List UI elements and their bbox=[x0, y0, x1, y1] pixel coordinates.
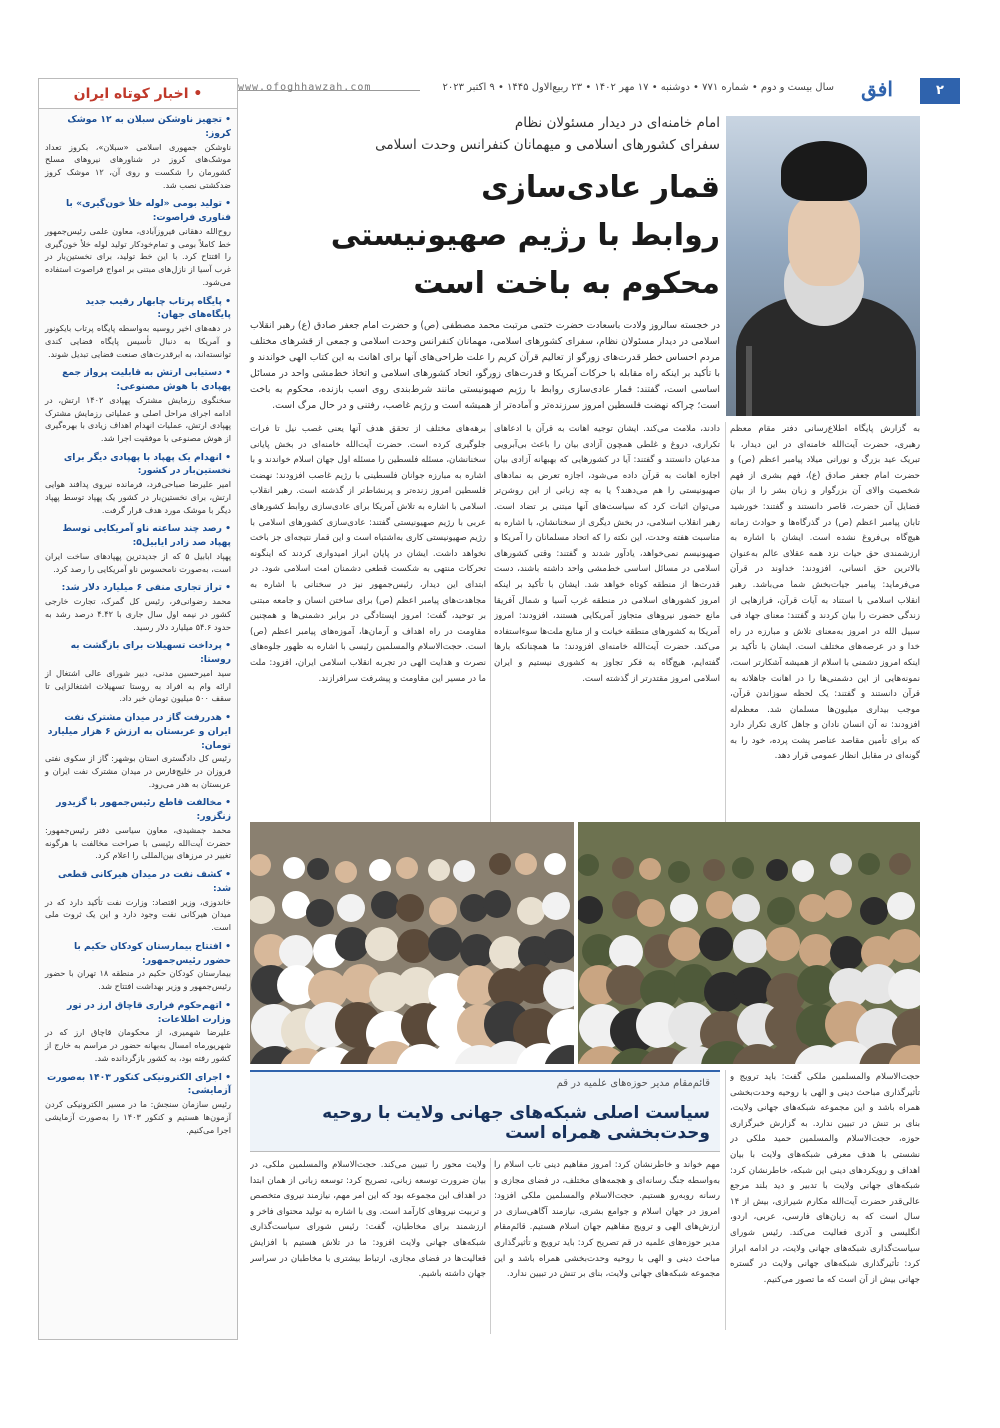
crowd-figure bbox=[824, 890, 852, 918]
news-item-text: رئیس سازمان سنجش: ما در مسیر الکترونیکی کردن آزمون‌ها هستیم و کنکور ۱۴۰۳ را به‌صورت آزمایشی اجرا می‌کنیم. bbox=[45, 1099, 231, 1135]
photo-turban bbox=[781, 141, 867, 201]
crowd-figure bbox=[637, 899, 665, 927]
news-item-text: رئیس کل دادگستری استان بوشهر: گاز از سکوی نفتی فروزان در خلیج‌فارس در میدان مشترک نفت ایران و عربستان به هدر می‌رود. bbox=[45, 753, 231, 789]
news-item-text: در دهه‌های اخیر روسیه به‌واسطه پایگاه پرتاب بایکونور و آمریکا به دنبال تأسیس پایگاه فضایی کندی توانسته‌اند، به ابرقدرت‌های صنعت فضایی تبدیل شوند. bbox=[45, 323, 231, 359]
photo-face bbox=[788, 194, 860, 286]
crowd-figure bbox=[396, 857, 418, 879]
crowd-figure bbox=[578, 896, 603, 924]
news-item bbox=[45, 113, 231, 191]
crowd-figure bbox=[888, 929, 920, 963]
crowd-figure bbox=[396, 894, 424, 922]
crowd-figure bbox=[543, 929, 574, 963]
news-item-text: روح‌الله دهقانی فیروزآبادی، معاون علمی رئیس‌جمهور خط کاملاً بومی و تمام‌خودکار تولید لوله خلأ خون‌گیری را افتتاح کرد. با این خط تولید، برای نخستین‌بار در غرب آسیا از نازل‌های مبتنی بر امواج فراصوت استفاده می‌شود. bbox=[45, 226, 231, 287]
crowd-figure bbox=[578, 854, 599, 876]
publication-logo: افق bbox=[861, 77, 893, 101]
news-item bbox=[45, 940, 231, 993]
news-item-headline: • اتهم‌حکوم فراری قاچاق ارز در تور وزارت اطلاعات: bbox=[67, 999, 231, 1025]
crowd-figure bbox=[766, 927, 800, 961]
news-item-text: سید امیرحسین مدنی، دبیر شورای عالی اشتغال از ارائه وام به افراد به روستا تسهیلات اشتغالزایی تا سقف ۵۰۰ میلیون تومان خبر داد. bbox=[45, 667, 231, 704]
news-item-headline: • تراز تجاری منفی ۶ میلیارد دلار شد: bbox=[61, 582, 231, 594]
kicker-line-1: امام خامنه‌ای در دیدار مسئولان نظام bbox=[514, 115, 720, 131]
crowd-figure bbox=[250, 854, 271, 876]
headline-line-3: محکوم به باخت است bbox=[413, 266, 720, 301]
crowd-figure bbox=[799, 934, 833, 968]
headline-line-2: روابط با رژیم صهیونیستی bbox=[330, 218, 720, 253]
audience-photo-right bbox=[578, 822, 920, 1064]
news-item-headline: • پرداخت تسهیلات برای بازگشت به روستا: bbox=[70, 640, 231, 666]
photo-microphone bbox=[746, 346, 752, 416]
article-column-2: دادند، ملامت می‌کند. ایشان توجیه اهانت به قرآن با ادعاهای تکراری، دروغ و غلطی همچون آزادی بیان را باعث بی‌آبرویی مدعیان دانستند و گفتند: آیا در کشورهایی که بهبهانه آزادی بیان اجازه اهانت به قرآن داده می‌شود، اجازه تعرض به نمادهای صهیونیستی را هم می‌دهند؟ یا به چه زبانی از این روشن‌تر می‌توان اثبات کرد که سیاست‌های آنها مبتنی بر تضاد است. رهبر انقلاب اسلامی، در بخش دیگری از سخنانشان، با اشاره به مناسبت هفته وحدت، این نکته را که اتحاد مسلمانان را آمریکا و صهیونیسم نمی‌خواهد، یادآور شدند و گفتند: وقتی کشورهای اسلامی در مسائل اساسی خط‌مشی واحد داشته باشند، دست قدرت‌ها از منطقه کوتاه خواهد شد. ایشان با تأکید بر اینکه امروز کشورهای اسلامی در منطقه غرب آسیا و شمال آفریقا مانع حضور نیروهای متجاوز آمریکایی هستند، افزودند: امروز آمریکا به کشورهای منطقه خیانت و از منابع ملت‌ها سوءاستفاده می‌کند. حضرت آیت‌الله خامنه‌ای افزودند: ما همچنانکه بارها گفته‌ایم، هیچ‌گاه به فکر تجاوز به کشوری نیستیم و ایران اسلامی امروز مقتدرتر از گذشته است. bbox=[494, 424, 720, 684]
crowd-figure bbox=[306, 899, 334, 927]
crowd-figure bbox=[279, 935, 313, 969]
sub-article-column-3: ولایت محور را تبیین می‌کند. حجت‌الاسلام والمسلمین ملکی، در بیان ضرورت توسعه زبانی، تصریح کرد: توسعه زبانی از همان ابتدا در اهداف این مجموعه بود که این امر مهم، نیازمند نیروی متخصص و تربیت نیروهای کارآمد است. وی با اشاره به تولید محتوای فاخر و ارزشمند برای مخاطبان، گفت: رئیس شورای سیاست‌گذاری شبکه‌های جهانی ولایت افزود: ما در تلاش هستیم با افزایش فعالیت‌ها در فضای مجازی، ارتباط بیشتری با مخاطبان در سراسر جهان داشته باشیم. bbox=[250, 1160, 486, 1280]
news-item-headline: • دستیابی ارتش به قابلیت پرواز جمع پهپادی با هوش مصنوعی: bbox=[62, 367, 231, 393]
news-item-text: بیمارستان کودکان حکیم در منطقه ۱۸ تهران با حضور رئیس‌جمهور و وزیر بهداشت افتتاح شد. bbox=[45, 968, 231, 992]
crowd-figure bbox=[668, 861, 690, 883]
sub-article-headline: سیاست اصلی شبکه‌های جهانی ولایت با روحیه وحدت‌بخشی همراه است bbox=[322, 1103, 710, 1143]
news-item-headline: • کشف نفت در میدان هیرکانی قطعی شد: bbox=[57, 869, 231, 894]
sub-article-header bbox=[250, 1070, 720, 1152]
news-item-headline: • اجرای الکترونیکی کنکور ۱۴۰۳ به‌صورت آزمایشی: bbox=[47, 1071, 231, 1097]
column-divider bbox=[725, 422, 726, 822]
leader-photo bbox=[726, 116, 920, 416]
crowd-figure bbox=[668, 927, 702, 961]
crowd-figure bbox=[888, 969, 920, 1009]
crowd-figure bbox=[543, 969, 574, 1009]
website-address: www.ofoghhawzah.com bbox=[238, 82, 372, 93]
sidebar-list bbox=[39, 109, 237, 1146]
crowd-figure bbox=[335, 927, 369, 961]
crowd-figure bbox=[307, 858, 329, 880]
crowd-figure bbox=[609, 935, 643, 969]
news-item-headline: • تولید بومی «لوله خلأ خون‌گیری» با فناوری فراصوت: bbox=[65, 198, 231, 224]
news-item bbox=[45, 999, 231, 1065]
news-item bbox=[45, 796, 231, 862]
crowd-figure bbox=[889, 853, 911, 875]
news-item-headline: • پایگاه پرتاب چابهار رقیب جدید پایگاه‌های جهان: bbox=[85, 295, 231, 321]
news-sidebar bbox=[38, 78, 238, 1340]
crowd-figure bbox=[453, 860, 475, 882]
news-item-text: سخنگوی رزمایش مشترک پهپادی ۱۴۰۲ ارتش، در ادامه اجرای مراحل اصلی و عملیاتی رزمایش مشترک پهپادی ارتش، عملیات انهدام اهداف زیادی با بهره‌گیری از هوش مصنوعی با موفقیت اجرا شد. bbox=[45, 394, 231, 443]
sub-article-column-2: مهم خواند و خاطرنشان کرد: امروز مفاهیم دینی تاب اسلام را به‌واسطه جنگ رسانه‌ای و هجمه‌های مختلف، در فضای مجازی و رسانه روبه‌رو هستیم. حجت‌الاسلام والمسلمین ملکی افزود: امروز در جهان اسلام و جوامع بشری، نیازمند آگاهی‌سازی در ارزش‌های الهی و ترویج مفاهیم جهان اسلام هستیم. قائم‌مقام مدیر حوزه‌های علمیه در قم تصریح کرد: باید ترویج و تأثیرگذاری مباحث دینی و الهی با روحیه وحدت‌بخشی همراه باشد و این مجموعه شبکه‌های جهانی ولایت، بنای بر تنش در تبیین ندارد. bbox=[494, 1160, 720, 1280]
crowd-figure bbox=[612, 857, 634, 879]
news-item bbox=[45, 366, 231, 444]
news-item bbox=[45, 295, 231, 361]
news-item-text: خاندوزی، وزیر اقتصاد: وزارت نفت تأکید دارد که در میدان هیرکانی نفت وجود دارد و این یک ثروت ملی است. bbox=[45, 896, 231, 933]
crowd-figure bbox=[639, 858, 661, 880]
news-item bbox=[45, 197, 231, 288]
crowd-figure bbox=[830, 936, 864, 970]
crowd-figure bbox=[337, 894, 365, 922]
sub-article-column-1: حجت‌الاسلام والمسلمین ملکی گفت: باید ترویج و تأثیرگذاری مباحث دینی و الهی با روحیه وحدت‌بخشی همراه باشد و این مجموعه شبکه‌های جهانی ولایت، بنای بر تنش در تبیین ندارد. به گزارش خبرگزاری حوزه، حجت‌الاسلام والمسلمین حمید ملکی در نشستی با هدف معرفی شبکه‌های ولایت با بیان اهداف و رویکردهای دینی این شبکه، خاطرنشان کرد: شبکه‌های جهانی ولایت با تدبیر و دید بلند مرجع عالی‌قدر حضرت آیت‌الله مکارم شیرازی، بیش از ۱۴ سال است که به زبان‌های فارسی، عربی، اردو، انگلیسی و آذری فعالیت می‌کند. رئیس شورای سیاست‌گذاری شبکه‌های جهانی ولایت، در ادامه ابراز کرد: تأثیرگذاری شبکه‌های جهانی ولایت در گستره جهانی بیش از آن است که ما تصور می‌کنیم. bbox=[730, 1072, 920, 1285]
news-item bbox=[45, 581, 231, 633]
crowd-figure bbox=[397, 929, 431, 963]
crowd-figure bbox=[542, 892, 570, 920]
kicker-line-2: سفرای کشورهای اسلامی و میهمانان کنفرانس وحدت اسلامی bbox=[375, 137, 720, 153]
crowd-figure bbox=[429, 897, 457, 925]
news-item-text: امیر علیرضا صباحی‌فرد، فرمانده نیروی پدافند هوایی ارتش، برای نخستین‌بار در کشور یک پهپاد توسط پهپاد دیگر با موشک مورد هدف قرار گرفت. bbox=[45, 479, 231, 515]
crowd-figure bbox=[428, 927, 462, 961]
crowd-figure bbox=[544, 853, 566, 875]
crowd-figure bbox=[335, 861, 357, 883]
article-column-3: برهه‌های مختلف از تحقق هدف آنها یعنی غصب نیل تا فرات جلوگیری کرده است. حضرت آیت‌الله خامنه‌ای در بخش پایانی سخنانشان، مسئله فلسطین را مسئله اول جهان اسلام خواندند و با اشاره به مبارزه جوانان فلسطینی با رژیم غاصب افزودند: نهضت فلسطین امروز زنده‌تر و پرنشاط‌تر از گذشته است. رهبر انقلاب اسلامی با اشاره به تلاش آمریکا برای عادی‌سازی روابط کشورهای عربی با رژیم صهیونیستی گفتند: عادی‌سازی کشورهای اسلامی با رژیم صهیونیستی کاری به‌اشتباه است و این قمار نتیجه‌ای جز باخت نخواهد داشت. ایشان در پایان ابراز امیدواری کردند که اینگونه تحرکات منتهی به شکست قطعی دشمنان امت اسلامی شود. در ابتدای این دیدار، رئیس‌جمهور نیز در سخنانی با اشاره به مجاهدت‌های پیامبر اعظم (ص) برای ساختن انسان و جامعه مبتنی بر توحید، گفت: امروز ایستادگی در برابر دشمنی‌ها و همچنین مقاومت در راه اهداف و آرمان‌ها، آموزه‌های پیامبر اعظم (ص) است. حجت‌الاسلام والمسلمین رئیسی با اشاره به ظهور جلوه‌های نصرت و هدایت الهی در تجربه انقلاب اسلامی ایران، افزود: ملت ما در مسیر این مقاومت و پیشرفت سرافرازند. bbox=[250, 424, 486, 684]
crowd-figure bbox=[250, 896, 275, 924]
main-article-header bbox=[250, 112, 720, 312]
column-divider bbox=[725, 1070, 726, 1330]
column-divider bbox=[490, 1158, 491, 1334]
sub-article-kicker: قائم‌مقام مدیر حوزه‌های علمیه در قم bbox=[556, 1078, 710, 1089]
news-item-headline: • انهدام یک پهپاد با پهپادی دیگر برای نخستین‌بار در کشور: bbox=[63, 451, 231, 477]
crowd-figure bbox=[371, 891, 399, 919]
news-item-text: محمد جمشیدی، معاون سیاسی دفتر رئیس‌جمهور: حضرت آیت‌الله رئیسی با صراحت مخالفت با هرگونه تغییر در مرزهای بین‌المللی را اعلام کرد. bbox=[45, 825, 231, 861]
news-item-text: محمد رضوانی‌فر، رئیس کل گمرک، تجارت خارجی کشور در نیمه اول سال جاری با ۴.۴۲ درصد رشد به حدود ۵۴.۶ میلیارد دلار رسید. bbox=[45, 596, 232, 632]
news-item-headline: • هدررفت گاز در میدان مشترک نفت ایران و عربستان به ارزش ۶ هزار میلیارد تومان: bbox=[47, 711, 231, 751]
crowd-figure bbox=[670, 894, 698, 922]
news-item-headline: • رصد چند ساعته ناو آمریکایی توسط پهپاد صد زادر ایابیل۵: bbox=[62, 523, 231, 549]
crowd-figure bbox=[515, 853, 537, 875]
article-column-1: به گزارش پایگاه اطلاع‌رسانی دفتر مقام معظم رهبری، حضرت آیت‌الله خامنه‌ای در این دیدار، با تبریک عید بزرگ و نورانی میلاد پیامبر اعظم (ص) و حضرت امام جعفر صادق (ع)، فهم بشری از فهم شخصیت والای آن بزرگوار و زبان بشر را از بیان فضایل آن حضرت، قاصر دانستند و گفتند: خورشید تابان پیامبر اعظم (ص) در گذرگاه‌ها و حوادث زمانه هیچ‌گاه بی‌فروغ نشده است. ایشان با اشاره به ارزشمندی حق حیات نزد همه عقلای عالم به‌عنوان بالاترین حق انسانی، افزودند: خداوند در قرآن می‌فرماید: پیامبر جیات‌بخش شما می‌باشد. رهبر انقلاب اسلامی با استناد به آیات قرآن، فرازهایی از زندگی حضرت را بیان کردند و گفتند: معنای جهاد فی سبیل الله در امروز به‌معنای تلاش و مبارزه در راه خدا و در عرصه‌های مختلف است. ایشان با تأکید بر اینکه امروز دشمنی با اسلام از همیشه آشکارتر است، نمونه‌هایی از این دشمنی‌ها را در اهانت جاهلانه به قرآن دانستند و گفتند: یک لحظه سوزاندن قرآن، موجب بیداری میلیون‌ها مسلمان شد. معظم‌له افزودند: نه آن انسان نادان و جاهل کاری تکرار دارد که برای تأمین مقاصد عناصر پشت پرده، خود را به گونه‌ای در مقابل انظار عمومی قرار دهد. bbox=[730, 424, 920, 762]
crowd-figure bbox=[732, 857, 754, 879]
issue-info: سال بیست و دوم • شماره ۷۷۱ • دوشنبه • ۱۷ مهر ۱۴۰۲ • ۲۳ ربیع‌الاول ۱۴۴۵ • ۹ اکتبر ۲۰۲۳ bbox=[442, 82, 834, 93]
crowd-figure bbox=[699, 927, 733, 961]
news-item-text: پهپاد ابابیل ۵ که از جدیدترین پهپادهای ساخت ایران است، به‌صورت نامحسوس ناو آمریکایی را رصد کرد. bbox=[45, 550, 231, 574]
crowd-figure bbox=[703, 859, 725, 881]
crowd-figure bbox=[792, 860, 814, 882]
news-item bbox=[45, 639, 231, 705]
crowd-figure bbox=[858, 853, 880, 875]
crowd-figure bbox=[283, 857, 305, 879]
news-item-headline: • مخالفت قاطع رئیس‌جمهور با گزیدور زنگزور: bbox=[56, 797, 231, 823]
crowd-figure bbox=[887, 892, 915, 920]
sidebar-title: • اخبار کوتاه ایران bbox=[39, 79, 237, 109]
news-item bbox=[45, 1071, 231, 1137]
crowd-figure bbox=[706, 891, 734, 919]
news-item-headline: • تجهیز ناوشکن سبلان به ۱۲ موشک کروز: bbox=[67, 114, 231, 139]
crowd-figure bbox=[799, 894, 827, 922]
headline-line-1: قمار عادی‌سازی bbox=[481, 170, 720, 205]
crowd-figure bbox=[860, 897, 888, 925]
news-item-text: علیرضا شهمیری، از محکومان قاچاق ارز که در شهریورماه امسال به‌بهانه حضور در مراسم به خارج از کشور رفته بود، به کشور بازگردانده شد. bbox=[45, 1027, 231, 1063]
crowd-figure bbox=[369, 859, 391, 881]
crowd-figure bbox=[733, 929, 767, 963]
page-number: ۲ bbox=[920, 78, 960, 104]
column-divider bbox=[490, 422, 491, 822]
news-item bbox=[45, 522, 231, 575]
news-item bbox=[45, 711, 231, 791]
crowd-figure bbox=[732, 894, 760, 922]
news-item-headline: • افتتاح بیمارستان کودکان حکیم با حضور رئیس‌جمهور: bbox=[73, 940, 231, 966]
news-item-text: ناوشکن جمهوری اسلامی «سبلان»، بکروز تعداد موشک‌های کروز در شناورهای نیروهای مسلح کشورمان را شکست و روی آن، ۱۲ موشک کروز ضدکشتی نصب شد. bbox=[45, 141, 231, 190]
audience-photo-left bbox=[250, 822, 574, 1064]
crowd-figure bbox=[612, 891, 640, 919]
crowd-figure bbox=[766, 859, 788, 881]
crowd-figure bbox=[365, 927, 399, 961]
crowd-figure bbox=[489, 853, 511, 875]
crowd-figure bbox=[767, 897, 795, 925]
crowd-figure bbox=[483, 890, 511, 918]
news-item bbox=[45, 451, 231, 517]
crowd-figure bbox=[428, 859, 450, 881]
crowd-figure bbox=[830, 853, 852, 875]
article-lead: در خجسته سالروز ولادت باسعادت حضرت ختمی مرتبت محمد مصطفی (ص) و حضرت امام جعفر صادق (ع) رهبر انقلاب اسلامی در دیدار مسئولان نظام، سفرای کشورهای اسلامی، مهمانان کنفرانس وحدت اسلامی و جمعی از قشرهای مختلف مردم احساس خطر قدرت‌های زورگو از تعالیم قرآن کریم را علت طراحی‌های آنها برای اهانت به این کتاب الهی خواندند و با تأکید بر اینکه راه مقابله با حرکات آمریکا و قدرت‌های زورگو، اتحاد کشورهای اسلامی و اتخاذ خط‌مشی واحد در مسائل اساسی است، گفتند: قمار عادی‌سازی روابط با رژیم صهیونیستی مانند شرط‌بندی روی اسب بازنده، محکوم به باخت است؛ چراکه نهضت فلسطین امروز سرزنده‌تر و آماده‌تر از همیشه است و رژیم غاصب، رفتنی و در حال مرگ است. bbox=[250, 320, 720, 411]
crowd-figure bbox=[517, 897, 545, 925]
news-item bbox=[45, 868, 231, 934]
